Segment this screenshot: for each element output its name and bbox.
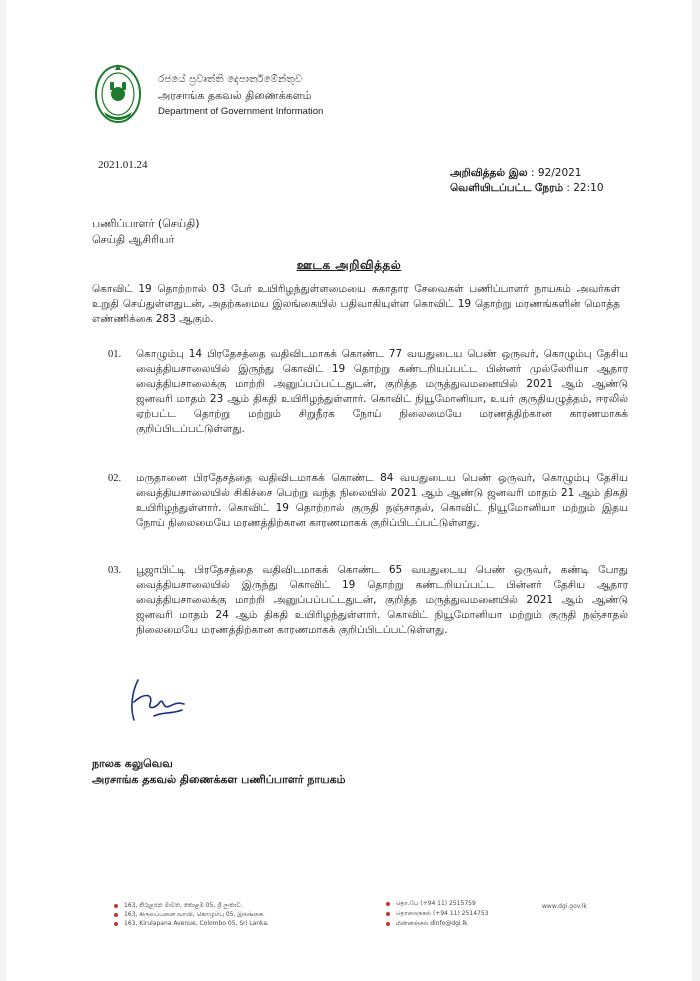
footer-address-line: 163, கிருலப்பனை வாவி, கொழும்பு 05, இலங்கை.	[114, 910, 269, 919]
release-number-row	[450, 166, 604, 181]
org-name-english: Department of Government Information	[158, 106, 324, 117]
release-time-value: : 22:10	[566, 182, 604, 194]
footer-fax: தொலைநகல் (+94 11) 2514753	[386, 909, 488, 919]
handwritten-signature	[124, 672, 194, 728]
footer-contact	[386, 899, 488, 929]
org-name-tamil: அரசாங்க தகவல் திணைக்களம்	[158, 89, 312, 102]
footer-phone: தொ.பே (+94 11) 2515759	[386, 899, 488, 909]
addressee-block	[92, 216, 200, 248]
bullet-icon	[114, 913, 118, 917]
document-page	[6, 0, 692, 981]
release-time-label: வெளியிடப்பட்ட நேரம்	[450, 182, 564, 194]
footer-address	[114, 901, 269, 928]
release-number-value: : 92/2021	[530, 167, 582, 179]
footer-email: மின்னஞ்சல் dinfo@dgi.lk	[386, 919, 488, 929]
fax-icon	[386, 912, 390, 916]
footer-website: www.dgi.gov.lk	[542, 903, 587, 910]
org-name-sinhala: රජයේ ප්‍රවෘත්ති දෙපාර්තමේන්තුව	[158, 74, 303, 85]
bullet-icon	[114, 922, 118, 926]
intro-paragraph: கொவிட் 19 தொற்றால் 03 பேர் உயிரிழந்துள்ளமையை சுகாதார சேவைகள் பணிப்பாளர் நாயகம் அவர்கள் உறுதி செய்துள்ளதுடன், அதற்கமைய இலங்கையில் பதிவாகியுள்ள கொவிட் 19 தொற்று மரணங்களின் மொத்த எண்ணிக்கை 283 ஆகும்.	[92, 283, 620, 325]
phone-icon	[386, 902, 390, 906]
email-icon	[386, 922, 390, 926]
bullet-icon	[114, 904, 118, 908]
addressee-line-2: செய்தி ஆசிரியர்	[92, 233, 175, 246]
signer-block	[92, 756, 345, 788]
item-number: 01.	[108, 349, 122, 360]
item-number: 03.	[108, 565, 122, 576]
release-time-row	[450, 181, 604, 196]
sri-lanka-emblem-logo	[92, 60, 144, 126]
addressee-line-1: பணிப்பாளர் (செய்தி)	[92, 217, 200, 230]
list-item	[108, 563, 628, 638]
signer-name: நாலக கலுவெவ	[92, 757, 173, 770]
document-title: ஊடக அறிவித்தல்	[296, 258, 402, 272]
list-item	[108, 347, 628, 437]
issue-date: 2021.01.24	[98, 159, 148, 171]
list-item	[108, 471, 628, 531]
footer-address-line: 163, කිරුළපන මාවත, කොළඹ 05, ශ්‍රී ලංකාව.	[114, 901, 269, 910]
signer-title: அரசாங்க தகவல் திணைக்கள பணிப்பாளர் நாயகம்	[92, 773, 346, 786]
org-name-block	[158, 72, 323, 120]
release-number-label: அறிவித்தல் இல	[450, 167, 528, 179]
item-number: 02.	[108, 473, 122, 484]
footer-address-line: 163, Kirulapana Avenue, Colombo 05, Sri Lanka.	[114, 919, 269, 928]
item-text: மருதானை பிரதேசத்தை வதிவிடமாகக் கொண்ட 84 வயதுடைய பெண் ஒருவர், கொழும்பு தேசிய வைத்தியசாலையில் சிகிச்சை பெற்று வந்த நிலையில் 2021 ஆம் ஆண்டு ஜனவரி மாதம் 21 ஆம் திகதி உயிரிழந்துள்ளார். கொவிட் 19 தொற்றால் குருதி நஞ்சாதல், கொவிட் நியூமோனியா மற்றும் இதய நோய் நிலைமையே மரணத்திற்கான காரணமாகக் குறிப்பிடப்பட்டுள்ளது.	[136, 472, 628, 529]
release-reference	[450, 166, 604, 196]
item-text: பூஜாபிட்டி பிரதேசத்தை வதிவிடமாகக் கொண்ட 65 வயதுடைய பெண் ஒருவர், கண்டி போது வைத்தியசாலையில் இருந்து கொவிட் 19 தொற்று கண்டறியப்பட்ட பின்னர் தேசிய ஆதார வைத்தியசாலைக்கு மாற்றி அனுப்பப்பட்டதுடன், குறித்த மருத்துவமனையில் 2021 ஆம் ஆண்டு ஜனவரி மாதம் 24 ஆம் திகதி உயிரிழந்துள்ளார். கொவிட் நியூமோனியா மற்றும் குருதி நஞ்சாதல் நிலைமையே மரணத்திற்கான காரணமாகக் குறிப்பிடப்பட்டுள்ளது.	[136, 564, 628, 636]
item-text: கொழும்பு 14 பிரதேசத்தை வதிவிடமாகக் கொண்ட 77 வயதுடைய பெண் ஒருவர், கொழும்பு தேசிய வைத்தியசாலையில் இருந்து கொவிட் 19 தொற்று கண்டறியப்பட்ட பின்னர் முல்லேரியா ஆதார வைத்தியசாலைக்கு மாற்றி அனுப்பப்பட்டதுடன், குறித்த மருத்துவமனையில் 2021 ஆம் ஆண்டு ஜனவரி மாதம் 23 ஆம் திகதி உயிரிழந்துள்ளார். கொவிட் நியூமோனியா, உயர் குருதியழுத்தம், ஈரலில் ஏற்பட்ட தொற்று மற்றும் சிறுநீரக நோய் நிலைமையே மரணத்திற்கான காரணமாகக் குறிப்பிடப்பட்டுள்ளது.	[136, 348, 628, 435]
